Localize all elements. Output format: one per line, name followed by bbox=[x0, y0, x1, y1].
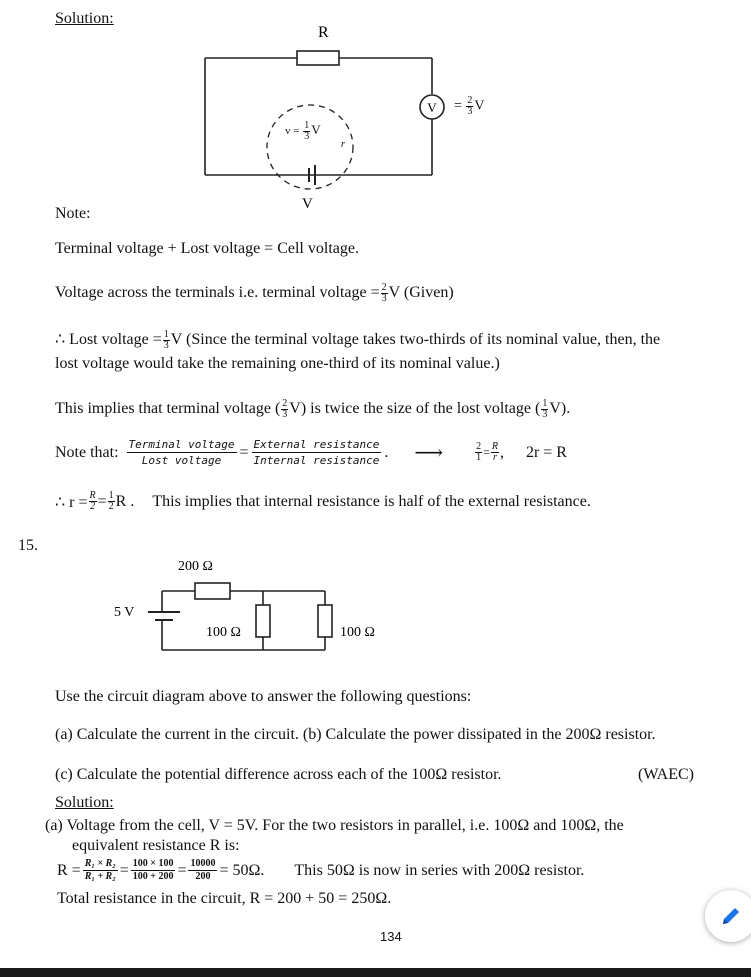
q15-part-c: (c) Calculate the potential difference across each of the 100Ω resistor. bbox=[55, 766, 502, 783]
resistor-100a-label: 100 Ω bbox=[206, 625, 241, 640]
page-number: 134 bbox=[380, 929, 402, 944]
resistor-r-shape bbox=[297, 51, 339, 65]
q15-solution-heading: Solution: bbox=[55, 794, 114, 811]
question-number: 15. bbox=[18, 537, 38, 554]
lost-voltage-line: ∴ Lost voltage = $\frac{1}{3}$ V (Since the terminal voltage takes two-thirds of its nominal value, then, the bbox=[55, 328, 661, 351]
cell-circuit-diagram bbox=[195, 18, 505, 218]
right-arrow-icon: ⟶ bbox=[414, 442, 444, 464]
ratio-note-line: Note that: Terminal voltage Lost voltage = External resistance Internal resistance . ⟶ $\frac{2}{1}$ = $\frac{R}{r}$ , 2r = R bbox=[55, 438, 567, 467]
q15-prompt: Use the circuit diagram above to answer the following questions: bbox=[55, 688, 472, 705]
terminal-voltage-line: Voltage across the terminals i.e. terminal voltage = $\frac{2}{3}$ V (Given) bbox=[55, 282, 454, 304]
equivalent-resistance-formula: R = $\frac{\text{R₁ × R₂}}{\text{R₁ + R₂}}$ = $\frac{100 \times 100}{100 + 200}$ = $\frac{10000}{200}$ = 50Ω. This 50Ω is now in series with 200Ω resistor. bbox=[57, 858, 585, 882]
bottom-bar bbox=[0, 968, 751, 977]
voltmeter-reading: = $\frac{2}{3}$ V bbox=[454, 95, 485, 117]
pencil-icon bbox=[719, 904, 743, 928]
bottom-v-label: V bbox=[302, 196, 313, 212]
solution-a-line1: (a) Voltage from the cell, V = 5V. For the two resistors in parallel, i.e. 100Ω and 100Ω, the bbox=[45, 817, 624, 834]
source-tag: (WAEC) bbox=[638, 766, 694, 783]
resistor-200-label: 200 Ω bbox=[178, 559, 213, 574]
total-resistance-line: Total resistance in the circuit, R = 200 + 50 = 250Ω. bbox=[57, 890, 392, 907]
solution-a-line2: equivalent resistance R is: bbox=[72, 837, 240, 854]
note-label: Note: bbox=[55, 205, 91, 222]
internal-resistance-line: ∴ r = $\frac{R}{2}$ = $\frac{1}{2}$ R . This implies that internal resistance is half of the external resistance. bbox=[55, 490, 591, 512]
q15-circuit-diagram bbox=[100, 550, 430, 665]
resistor-r-label: R bbox=[318, 24, 329, 41]
twice-size-line: This implies that terminal voltage ( $\frac{2}{3}$ V) is twice the size of the lost voltage ( $\frac{1}{3}$ V). bbox=[55, 398, 571, 420]
resistor-100b-shape bbox=[318, 605, 332, 637]
resistor-100b-label: 100 Ω bbox=[340, 625, 375, 640]
voltage-relation-line: Terminal voltage + Lost voltage = Cell voltage. bbox=[55, 240, 359, 257]
resistor-100a-shape bbox=[256, 605, 270, 637]
cell-voltage-label: v = $\frac{1}{3}$ V bbox=[285, 120, 321, 142]
internal-r-label: r bbox=[341, 139, 345, 150]
source-5v-label: 5 V bbox=[114, 605, 135, 620]
voltmeter-symbol: V bbox=[427, 100, 437, 115]
solution-heading: Solution: bbox=[55, 10, 114, 27]
resistor-200-shape bbox=[195, 583, 230, 599]
q15-parts-ab: (a) Calculate the current in the circuit. (b) Calculate the power dissipated in the 200Ω resistor. bbox=[55, 726, 656, 743]
edit-button[interactable] bbox=[705, 890, 751, 942]
lost-voltage-continued: lost voltage would take the remaining one-third of its nominal value.) bbox=[55, 355, 500, 372]
